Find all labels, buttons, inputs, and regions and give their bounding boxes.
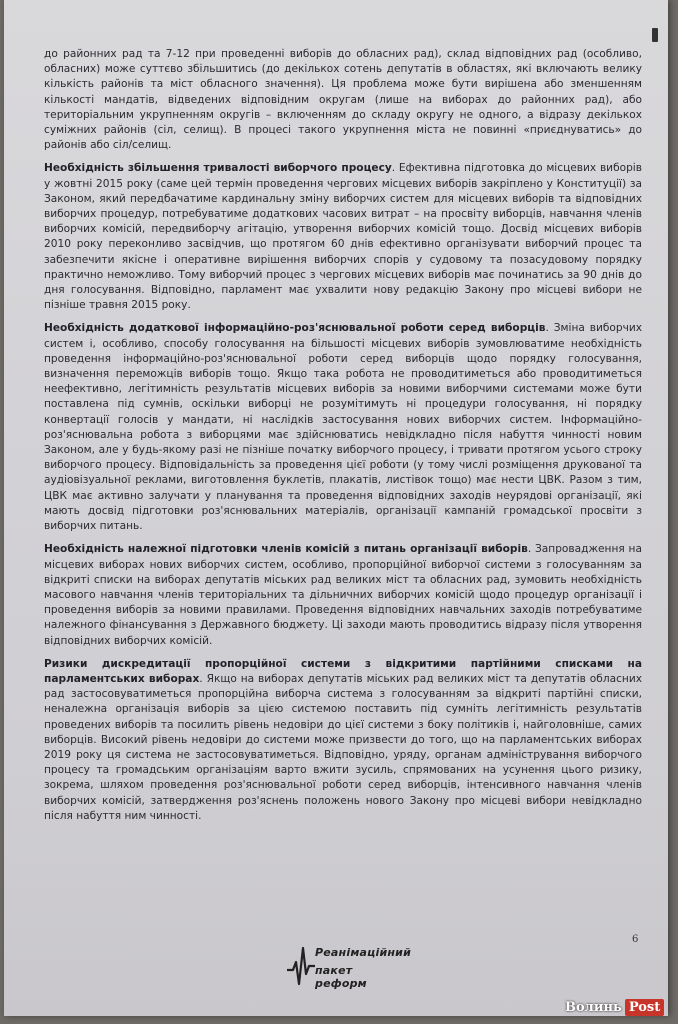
paragraph-text: . Зміна виборчих систем і, особливо, способу голосування на більшості місцевих виборів зумовлюватиме необхідність проведення інформаційно-роз'яснювальної роботи серед виборців щодо порядку голосування, визначення переможців виборів тощо. Якщо така робота не проводитиметься або проводитиметься неефективно, легітимність результатів місцевих виборів за новими виборчими системами може бути поставлена під сумнів, оскільки виборці не розумітимуть ні процедури голосування, ні порядку конвертації голосів у мандати, ні наслідків застосування нових виборчих систем. Інформаційно-роз'яснювальна робота з виборцями має здійснюватись невідкладно після набуття чинності новим Законом, але у будь-якому разі не пізніше початку виборчого процесу, і тривати протягом усього строку виборчого процесу. Відповідальність за проведення цієї роботи (у тому числі розміщення друкованої та аудіовізуальної реклами, виготовлення буклетів, плакатів, листівок тощо) має нести ЦВК. Разом з тим, ЦВК має активно залучати у планування та проведення відповідних заходів неурядові організації, які мають досвід підготовки роз'яснювальних матеріалів, організації кампаній громадської просвіти з виборчих питань. xyxy=(44,322,642,533)
logo-text-line1: Реанімаційний xyxy=(315,946,411,959)
paragraph-intro xyxy=(44,47,642,153)
paragraph-commission-training xyxy=(44,542,642,648)
paragraph-title: Необхідність збільшення тривалості виборчого процесу xyxy=(44,162,392,175)
paragraph-title: Необхідність додаткової інформаційно-роз'яснювальної роботи серед виборців xyxy=(44,322,546,335)
paragraph-duration xyxy=(44,161,642,313)
paragraph-text: . Ефективна підготовка до місцевих виборів у жовтні 2015 року (саме цей термін проведення чергових місцевих виборів закріплено у Конституції) за Законом, який передбачатиме кардинальну зміну виборчих систем для місцевих виборів та відповідних виборчих процедур, потребуватиме додаткових часових витрат – на просвіту виборців, навчання членів виборчих комісій, передвиборчу агітацію, утворення виборчих комісій тощо. Досвід місцевих виборів 2010 року переконливо засвідчив, що протягом 60 днів ефективно організувати виборчий процес та забезпечити якісне і оперативне вирішення виборчих спорів у судовому та позасудовому порядку практично неможливо. Тому виборчий процес з чергових місцевих виборів має починатись за 90 днів до дня голосування. Відповідно, парламент має ухвалити нову редакцію Закону про місцеві вибори не пізніше травня 2015 року. xyxy=(44,162,642,312)
logo-text-line2: пакет реформ xyxy=(315,964,367,990)
page-edge-mark xyxy=(652,28,658,42)
watermark-badge: Post xyxy=(625,999,664,1016)
paragraph-text: до районних рад та 7-12 при проведенні виборів до обласних рад), склад відповідних рад (особливо, обласних) може суттєво збільшитись (до декількох сотень депутатів в областях, які включають велику кількість районів та міст обласного значення). Ця проблема може бути вирішена або зменшенням кількості мандатів, відведених відповідним округам (лише на виборах до районних рад), або територіальним укрупненням округів – включенням до складу округу не одного, а відразу декількох суміжних районів (сіл, селищ). В процесі такого укрупнення міста не повинні «приєднуватись» до районів або сіл/селищ. xyxy=(44,48,642,152)
paragraph-information-work xyxy=(44,321,642,534)
watermark xyxy=(565,996,664,1018)
page-number: 6 xyxy=(632,934,639,945)
paragraph-title: Ризики дискредитації пропорційної системи з відкритими партійними списками на парламентських виборах xyxy=(44,657,642,685)
heartbeat-icon xyxy=(287,944,315,988)
paragraph-text: . Якщо на виборах депутатів міських рад великих міст та депутатів обласних рад застосовуватиметься пропорційна виборча система з голосуванням за відкриті партійні списки, неналежна організація виборів за цією системою поставить під сумніть легітимність результатів проведених виборів та посилить рівень недовіри до цієї системи з боку політиків і, найголовніше, самих виборців. Високий рівень недовіри до системи може призвести до того, що на парламентських виборах 2019 року ця система не застосовуватиметься. Відповідно, уряду, органам адміністрування виборчого процесу та громадським організаціям варто вжити зусиль, спрямованих на усунення цього ризику, зокрема, шляхом проведення роз'яснювальної роботи серед виборців, інтенсивного навчання членів виборчих комісій, затвердження роз'яснень положень нового Закону про місцеві вибори невідкладно після набуття ним чинності. xyxy=(44,672,642,822)
paragraph-discredit-risks xyxy=(44,657,642,824)
watermark-text: Волинь xyxy=(565,999,622,1015)
document-page xyxy=(4,0,668,1016)
paragraph-title: Необхідність належної підготовки членів комісій з питань організації виборів xyxy=(44,543,528,556)
document-body xyxy=(44,47,642,832)
reform-package-logo xyxy=(287,938,411,994)
paragraph-text: . Запровадження на місцевих виборах нових виборчих систем, особливо, пропорційної виборчої системи з голосуванням за відкриті списки на виборах депутатів міських рад великих міст та обласних рад, зумовить необхідність масового навчання членів територіальних та дільничних виборчих комісій щодо процедур організації і проведення виборів за новими правилами. Проведення відповідних навчальних заходів потребуватиме належного фінансування з Державного бюджету. Ці заходи мають проводитись відразу після утворення відповідних виборчих комісій. xyxy=(44,543,642,647)
